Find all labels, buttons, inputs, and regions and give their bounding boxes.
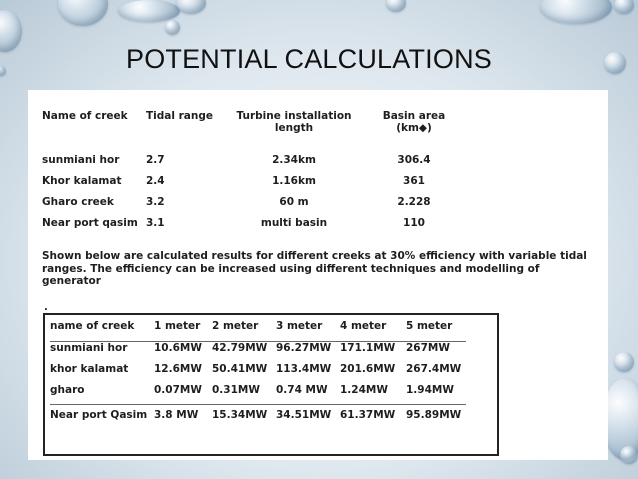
table-cell: 42.79MW [212, 342, 268, 354]
creek-table [42, 110, 464, 238]
column-header: Turbine installation length [236, 110, 352, 134]
table-cell: 306.4 [397, 154, 431, 166]
table-cell: 361 [403, 175, 425, 187]
table-cell: 3.1 [146, 217, 165, 229]
table-cell: 0.07MW [154, 384, 212, 405]
table-row [50, 363, 466, 384]
table-row [50, 384, 466, 405]
table-cell: 61.37MW [340, 409, 396, 421]
column-header: Tidal range [146, 110, 213, 122]
table-header-row [50, 320, 466, 342]
table-cell: 3.8 MW [154, 409, 199, 421]
table-cell: 1.16km [272, 175, 316, 187]
column-header: 2 meter [212, 320, 276, 342]
decorative-bubble [118, 0, 180, 22]
table-row [50, 342, 466, 363]
table-cell: khor kalamat [50, 362, 129, 375]
table-cell: 0.74 MW [276, 384, 340, 405]
table-cell: 34.51MW [276, 409, 332, 421]
table-cell: 0.31MW [212, 384, 276, 405]
table-cell: multi basin [260, 217, 328, 229]
slide-title: POTENTIAL CALCULATIONS [126, 44, 492, 74]
power-table [50, 320, 466, 426]
table-row [42, 217, 464, 238]
table-row [42, 175, 464, 196]
column-header: Basin area (km◆) [382, 110, 446, 134]
decorative-bubble [165, 20, 180, 35]
table-row [42, 154, 464, 175]
decorative-bubble [0, 66, 6, 76]
table-cell: Gharo creek [42, 196, 114, 208]
table-cell: 50.41MW [212, 362, 268, 375]
table-cell: 171.1MW [340, 342, 396, 354]
table-cell: 15.34MW [212, 409, 268, 421]
table-cell: 2.7 [146, 154, 165, 166]
table-cell: 1.94MW [406, 384, 466, 405]
table-cell: 60 m [279, 196, 309, 208]
decorative-bubble [614, 352, 634, 372]
table-cell: 1.24MW [340, 384, 406, 405]
table-cell: 110 [403, 217, 425, 229]
explanation-paragraph: Shown below are calculated results for different creeks at 30% efficiency with variable tidal ranges. The efficiency can be increased using different techniques and modelling of generator [42, 250, 587, 287]
table-cell: 2.34km [272, 154, 316, 166]
table-cell: 10.6MW [154, 342, 202, 354]
content-panel [28, 90, 608, 460]
decorative-bubble [540, 0, 612, 24]
column-header: 4 meter [340, 320, 406, 342]
decorative-bubble [58, 0, 108, 26]
table-cell: Khor kalamat [42, 175, 122, 187]
table-cell: 2.228 [397, 196, 431, 208]
table-cell: gharo [50, 384, 154, 405]
table-cell: 2.4 [146, 175, 165, 187]
table-row [42, 196, 464, 217]
decorative-bubble [0, 10, 22, 52]
bullet-dot: . [44, 302, 48, 313]
decorative-bubble [604, 52, 626, 74]
table-header-row [42, 110, 464, 154]
column-header: 5 meter [406, 320, 466, 342]
table-row [50, 405, 466, 426]
table-cell: 267MW [406, 342, 450, 354]
table-cell: 267.4MW [406, 362, 462, 375]
column-header: 1 meter [154, 320, 212, 342]
table-cell: 12.6MW [154, 362, 202, 375]
decorative-bubble [386, 0, 406, 12]
table-cell: sunmiani hor [42, 154, 120, 166]
power-table-frame [43, 313, 499, 456]
table-cell: 3.2 [146, 196, 165, 208]
decorative-bubble [176, 0, 206, 14]
table-cell: 113.4MW [276, 362, 332, 375]
table-cell: 95.89MW [406, 409, 462, 421]
decorative-bubble [614, 0, 634, 14]
decorative-bubble [620, 446, 638, 464]
table-cell: sunmiani hor [50, 342, 128, 354]
table-cell: 201.6MW [340, 362, 396, 375]
table-cell: 96.27MW [276, 342, 332, 354]
column-header: Name of creek [42, 110, 128, 122]
column-header: name of creek [50, 320, 154, 342]
column-header: 3 meter [276, 320, 340, 342]
table-cell: Near port Qasim [50, 409, 148, 421]
table-cell: Near port qasim [42, 217, 138, 229]
